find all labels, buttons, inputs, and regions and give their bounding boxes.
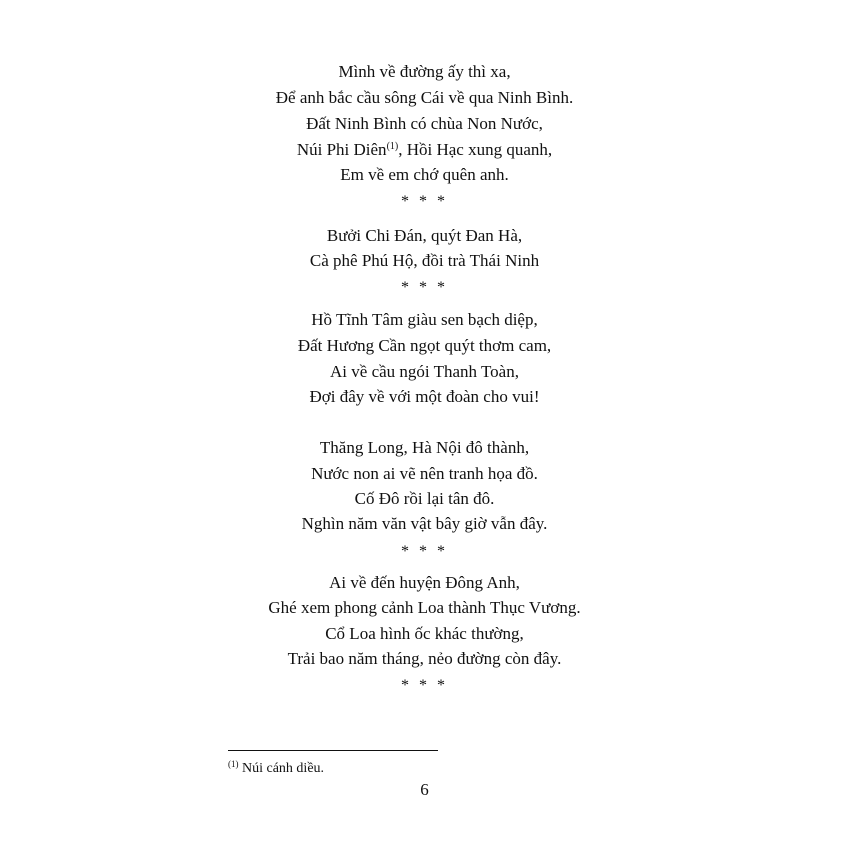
poem-line-text: Núi Phi Diên xyxy=(296,140,387,159)
poem-line-text: , Hồi Hạc xung quanh, xyxy=(398,140,553,159)
poem-line: Nghìn năm văn vật bây giờ vẫn đây. xyxy=(301,514,548,533)
poem-line: Cổ Loa hình ốc khác thường, xyxy=(325,624,524,643)
footnote-mark: (1) xyxy=(228,759,239,769)
footnote-separator xyxy=(228,750,438,751)
poem-line: Đợi đây về với một đoàn cho vui! xyxy=(309,387,540,406)
poem-line: Ghé xem phong cảnh Loa thành Thục Vương. xyxy=(268,598,581,617)
poem-line: Cố Đô rồi lại tân đô. xyxy=(354,489,495,508)
poem-line: Đất Hương Cần ngọt quýt thơm cam, xyxy=(297,336,552,355)
poem-line-with-footnote xyxy=(0,139,849,161)
section-divider: * * * xyxy=(401,279,448,296)
poem-line: Ai về cầu ngói Thanh Toàn, xyxy=(330,362,519,381)
poem-line: Trải bao năm tháng, nẻo đường còn đây. xyxy=(287,649,562,668)
poem-line: Em về em chớ quên anh. xyxy=(340,165,509,184)
footnote-reference: (1) xyxy=(386,141,399,152)
poem-line: Ai về đến huyện Đông Anh, xyxy=(329,573,520,592)
section-divider: * * * xyxy=(401,193,448,210)
footnote-text: Núi cánh diều. xyxy=(238,761,325,776)
poem-line: Thăng Long, Hà Nội đô thành, xyxy=(319,438,530,457)
poem-line: Nước non ai vẽ nên tranh họa đồ. xyxy=(311,464,538,483)
poem-line: Mình về đường ấy thì xa, xyxy=(338,62,511,81)
poem-line: Để anh bắc cầu sông Cái về qua Ninh Bình. xyxy=(275,88,574,107)
poem-line: Cà phê Phú Hộ, đồi trà Thái Ninh xyxy=(309,251,540,270)
poem-line: Hồ Tĩnh Tâm giàu sen bạch diệp, xyxy=(311,310,538,329)
poem-line: Bưởi Chi Đán, quýt Đan Hà, xyxy=(326,226,523,245)
footnote xyxy=(228,760,324,778)
section-divider: * * * xyxy=(401,543,448,560)
poem-line: Đất Ninh Bình có chùa Non Nước, xyxy=(306,114,543,133)
section-divider: * * * xyxy=(401,677,448,694)
page-number: 6 xyxy=(420,780,429,799)
